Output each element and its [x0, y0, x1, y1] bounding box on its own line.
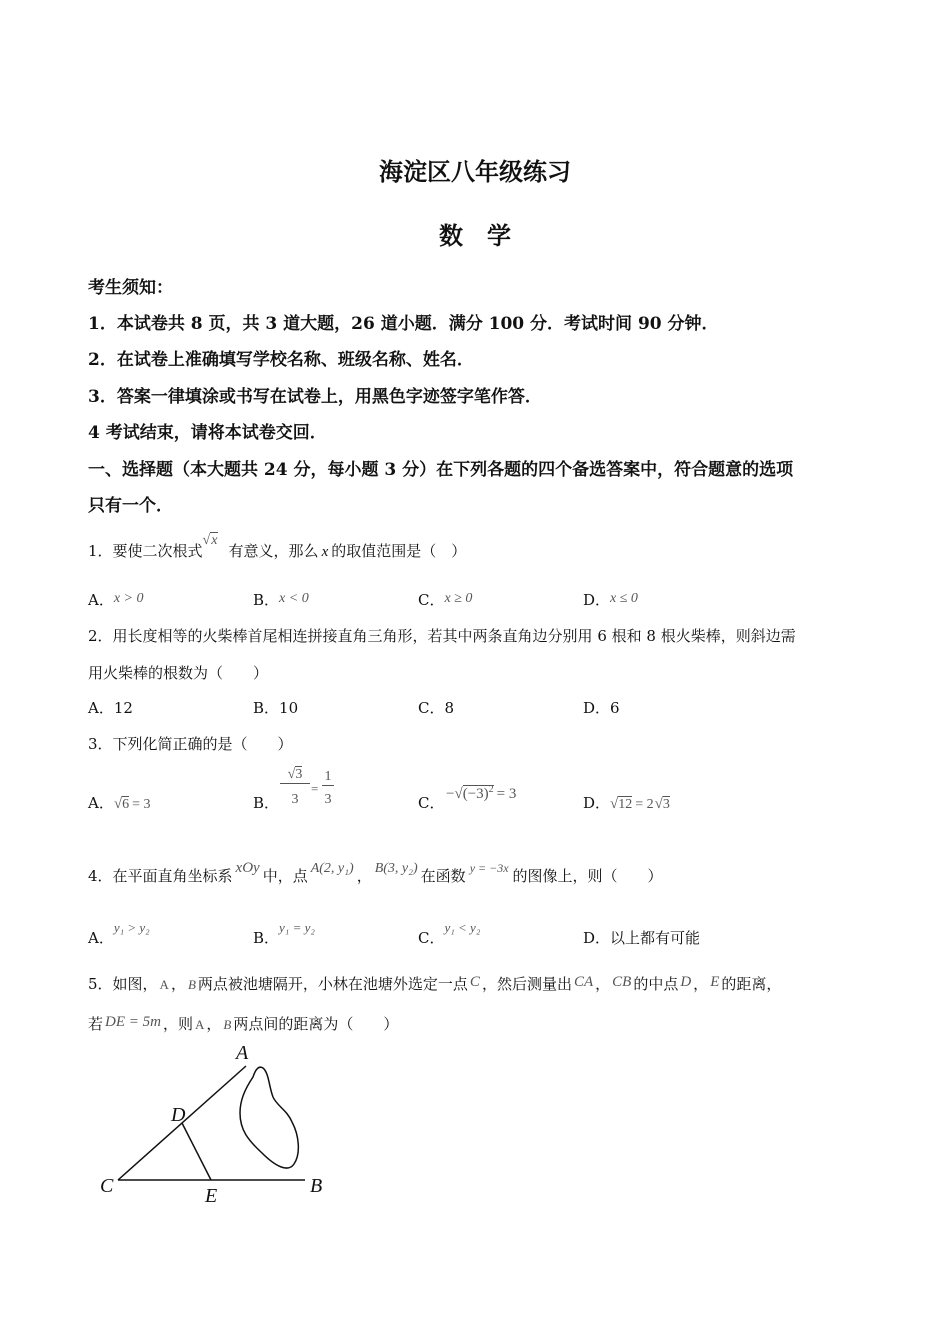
q4-option-d[interactable]	[583, 927, 700, 948]
page-title: 海淀区八年级练习	[379, 157, 571, 186]
q2-b-value: 10	[279, 699, 299, 717]
q3-a-label: A．	[88, 794, 114, 812]
q1-option-b[interactable]	[253, 589, 309, 610]
q5-l1a: 5．如图，	[88, 975, 158, 993]
q3-a-radicand: 6	[122, 797, 130, 812]
q3-d-label: D．	[583, 794, 611, 812]
subject-title: 数 学	[439, 221, 511, 250]
q2-c-value: 8	[444, 699, 455, 717]
q4-option-c[interactable]	[418, 920, 481, 948]
q1-b-math: x < 0	[279, 591, 309, 606]
q4-stem-mid2: 在函数	[420, 867, 466, 885]
q3-c-expression: $-√(-3)^2 = 3$	[446, 784, 517, 802]
q4-c-math: y₁ < y₂	[444, 920, 481, 935]
q2-option-c[interactable]	[418, 697, 454, 718]
label-b: B	[310, 1175, 323, 1197]
section1-heading-cont: 只有一个．	[88, 496, 173, 516]
q5-sep4: ，	[206, 1015, 222, 1033]
q2-stem-cont: 用火柴棒的根数为（ ）	[88, 664, 269, 682]
q4-option-a[interactable]	[88, 920, 150, 948]
q1-d-math: x ≤ 0	[610, 591, 638, 606]
q3-option-a[interactable]: A．√6 = 3	[88, 794, 151, 812]
q3-stem: 3．下列化简正确的是（ ）	[88, 735, 293, 753]
q1-radicand: x	[211, 533, 218, 548]
q4-d-text: 以上都有可能	[610, 929, 701, 947]
q5-l1c: ，然后测量出	[481, 975, 572, 993]
q3-c-inner: (−3)	[462, 786, 489, 802]
q3-b-equals: =	[311, 781, 319, 796]
q3-b-label: B．	[253, 794, 280, 812]
q4-coordinate-system: xOy	[235, 860, 260, 876]
q5-a2: A	[194, 1017, 205, 1032]
q2-option-d[interactable]	[583, 697, 620, 718]
q4-point-a: A(2, y₁)	[310, 861, 354, 876]
q3-a-rhs: = 3	[132, 797, 151, 812]
q2-a-value: 12	[113, 699, 133, 717]
q2-option-b[interactable]	[253, 697, 298, 718]
q4-b-math: y₁ = y₂	[279, 920, 315, 935]
q3-b-numerator: √3	[280, 767, 310, 784]
q5-stem-cont	[88, 1013, 398, 1034]
q1-sqrt-x: √x	[202, 533, 218, 548]
q3-d-mid: = 2	[635, 797, 654, 812]
q5-ca: CA	[573, 974, 594, 990]
q4-d-label: D．	[583, 929, 611, 947]
segment-de	[182, 1123, 211, 1180]
q4-comma: ，	[356, 867, 372, 885]
q5-l2b: ，则	[162, 1015, 193, 1033]
q4-stem-pre: 4．在平面直角坐标系	[88, 867, 233, 885]
q2-b-label: B．	[253, 699, 280, 717]
q3-b-rhs-den: 3	[324, 792, 332, 807]
q5-a: A	[159, 977, 169, 992]
q4-stem-end: 的图像上，则（ ）	[512, 867, 663, 885]
q1-option-c[interactable]	[418, 589, 472, 610]
q3-c-rhs: = 3	[496, 786, 517, 802]
q3-option-c[interactable]	[418, 792, 444, 813]
q4-function: y = −3x	[469, 861, 509, 875]
q1-stem-post: 有意义，那么	[228, 542, 319, 560]
q4-point-b: B(3, y₂)	[374, 861, 418, 876]
q4-b-label: B．	[253, 929, 280, 947]
q5-e: E	[710, 974, 720, 990]
q5-l1b: 两点被池塘隔开，小林在池塘外选定一点	[197, 975, 468, 993]
q3-d-radicand2: 3	[662, 797, 670, 812]
notice-item-3: 3．答案一律填涂或书写在试卷上，用黑色字迹签字笔作答．	[88, 387, 542, 407]
q1-a-label: A．	[88, 591, 114, 609]
q1-var: x	[321, 544, 329, 560]
label-d: D	[171, 1104, 186, 1126]
q1-d-label: D．	[583, 591, 611, 609]
q5-b2: B	[223, 1017, 232, 1032]
q3-option-d[interactable]: D．√12 = 2√3	[583, 794, 670, 812]
q5-cb: CB	[612, 974, 632, 990]
q5-l1d: 的中点	[633, 975, 679, 993]
q3-b-denominator: 3	[291, 792, 299, 807]
q4-a-math: y₁ > y₂	[113, 920, 150, 935]
q5-stem	[88, 973, 781, 994]
q5-d: D	[680, 974, 692, 990]
q2-d-label: D．	[583, 699, 611, 717]
q5-c: C	[469, 974, 480, 990]
q3-b-rhs-num: 1	[322, 769, 334, 786]
label-e: E	[205, 1185, 218, 1207]
q4-stem-mid1: 中，点	[262, 867, 308, 885]
q3-c-exp: 2	[488, 784, 494, 795]
q1-option-d[interactable]	[583, 589, 638, 610]
q5-sep1: ，	[170, 975, 186, 993]
q3-c-neg: −	[446, 786, 455, 802]
q4-a-label: A．	[88, 929, 114, 947]
q4-option-b[interactable]	[253, 920, 315, 948]
q5-l2c: 两点间的距离为（ ）	[233, 1015, 399, 1033]
q1-a-math: x > 0	[113, 591, 144, 606]
section1-heading: 一、选择题（本大题共 24 分，每小题 3 分）在下列各题的四个备选答案中，符合题意的选项	[88, 460, 794, 480]
q2-d-value: 6	[610, 699, 620, 717]
q1-stem-end: 的取值范围是（ ）	[331, 542, 467, 560]
q4-c-label: C．	[418, 929, 445, 947]
notice-item-4: 4 考试结束，请将本试卷交回．	[88, 423, 327, 443]
label-a: A	[236, 1042, 249, 1064]
q2-stem: 2．用长度相等的火柴棒首尾相连拼接直角三角形，若其中两条直角边分别用 6 根和 8 根火柴棒，则斜边需	[88, 627, 796, 645]
pond-outline	[240, 1067, 298, 1168]
q5-figure	[90, 1040, 340, 1210]
q4-stem	[88, 860, 663, 886]
q2-a-label: A．	[88, 699, 114, 717]
notice-heading: 考生须知：	[88, 278, 173, 298]
q5-sep2: ，	[595, 975, 611, 993]
q1-option-a[interactable]	[88, 589, 144, 610]
q3-option-b[interactable]	[253, 792, 279, 813]
q2-option-a[interactable]	[88, 697, 133, 718]
q1-stem-pre: 1．要使二次根式	[88, 542, 203, 560]
q1-c-label: C．	[418, 591, 445, 609]
q3-d-radicand: 12	[618, 797, 633, 812]
q1-stem	[88, 533, 467, 561]
q3-c-label: C．	[418, 794, 445, 812]
q5-b: B	[187, 977, 196, 992]
notice-item-1: 1．本试卷共 8 页，共 3 道大题，26 道小题．满分 100 分．考试时间 90 分钟．	[88, 314, 719, 334]
q3-b-num-radicand: 3	[295, 767, 303, 782]
q1-b-label: B．	[253, 591, 280, 609]
q1-c-math: x ≥ 0	[444, 591, 473, 606]
q2-c-label: C．	[418, 699, 445, 717]
q5-sep3: ，	[693, 975, 709, 993]
q5-l1e: 的距离，	[721, 975, 782, 993]
notice-item-2: 2．在试卷上准确填写学校名称、班级名称、姓名．	[88, 350, 474, 370]
label-c: C	[100, 1175, 114, 1197]
q5-l2a: 若	[88, 1015, 104, 1033]
q5-de: DE = 5m	[105, 1014, 161, 1030]
